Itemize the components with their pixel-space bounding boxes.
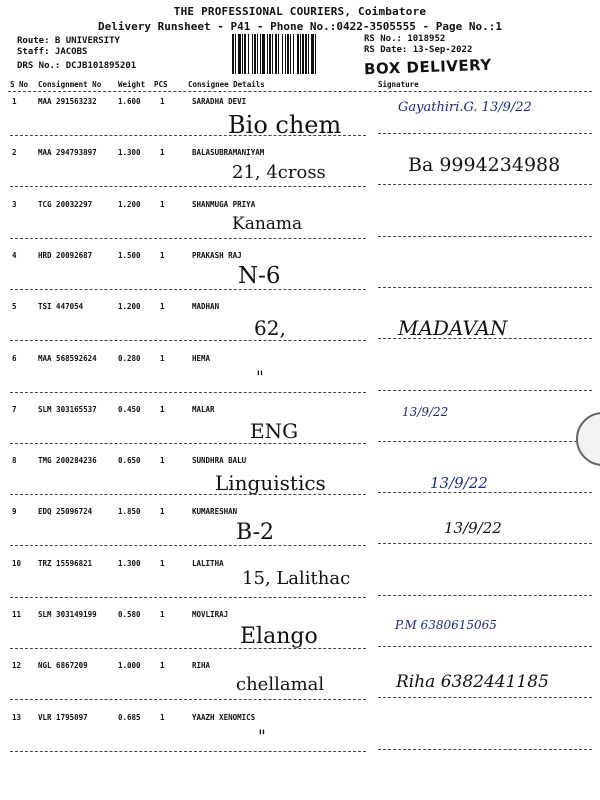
row-consignee-name: MALAR [192,405,215,414]
row-consignee-name: PRAKASH RAJ [192,251,242,260]
row-consignee-name: SHANMUGA PRIYA [192,200,256,209]
row-consignment-no: EDQ 25096724 [38,507,93,516]
barcode-bar [267,34,268,74]
row-weight: 1.300 [118,559,141,568]
row-weight: 1.000 [118,661,141,670]
row-consignment-no: TMG 200284236 [38,456,97,465]
row-pcs: 1 [160,661,165,670]
row-pcs: 1 [160,405,165,414]
row-consignment-no: MAA 568592624 [38,354,97,363]
row-handwritten-note: 62, [254,316,286,340]
barcode-image [232,34,360,74]
row-pcs: 1 [160,610,165,619]
row-signature: MADAVAN [398,316,508,340]
row-weight: 1.600 [118,97,141,106]
row-sno: 7 [12,405,17,414]
row-signature: Gayathiri.G. 13/9/22 [398,100,532,115]
row-weight: 1.200 [118,302,141,311]
row-sno: 9 [12,507,17,516]
row-sno: 11 [12,610,22,619]
row-consignee-name: MOVLIRAJ [192,610,229,619]
row-sno: 3 [12,200,17,209]
signature-line [378,287,592,288]
row-handwritten-note: 21, 4cross [232,162,326,183]
row-consignment-no: TCG 20032297 [38,200,93,209]
row-sno: 13 [12,713,22,722]
row-signature: 13/9/22 [402,405,449,419]
row-sno: 8 [12,456,17,465]
barcode-bar [300,34,301,74]
row-consignee-name: MADHAN [192,302,220,311]
row-consignee-name: KUMARESHAN [192,507,238,516]
barcode-bar [293,34,294,74]
row-signature: Riha 6382441185 [396,672,549,692]
row-pcs: 1 [160,200,165,209]
row-handwritten-note: ENG [250,419,299,443]
row-pcs: 1 [160,559,165,568]
row-sno: 2 [12,148,17,157]
signature-line [378,595,592,596]
barcode-bar [315,34,316,74]
signature-line [378,390,592,391]
rs-date: RS Date: 13-Sep-2022 [364,45,473,55]
row-handwritten-note: N-6 [238,263,281,289]
runsheet-title: THE PROFESSIONAL COURIERS, Coimbatore [173,5,427,18]
col-signature: Signature [378,80,419,89]
row-pcs: 1 [160,251,165,260]
staff-label: Staff: JACOBS [17,47,88,57]
row-consignee-name: SARADHA DEVI [192,97,247,106]
row-consignee-name: SUNDHRA BALU [192,456,247,465]
row-pcs: 1 [160,713,165,722]
row-sno: 6 [12,354,17,363]
runsheet-subtitle: Delivery Runsheet - P41 - Phone No.:0422-3505555 - Page No.:1 [98,20,502,33]
barcode-bar [311,34,314,74]
barcode-bar [269,34,271,74]
barcode-bar [248,34,249,74]
row-separator [10,494,366,495]
row-consignment-no: SLM 303149199 [38,610,97,619]
signature-line [378,697,592,698]
row-separator [10,238,366,239]
row-consignment-no: HRD 20092687 [38,251,93,260]
barcode-bar [254,34,256,74]
row-signature: 13/9/22 [444,519,502,537]
row-handwritten-note: " [256,368,264,388]
signature-line [378,543,592,544]
row-pcs: 1 [160,148,165,157]
barcode-bar [235,34,236,74]
row-sno: 4 [12,251,17,260]
row-consignment-no: TRZ 15596821 [38,559,93,568]
row-consignment-no: VLR 1795097 [38,713,88,722]
row-handwritten-note: Linguistics [215,471,326,495]
signature-line [378,492,592,493]
col-sno: S No [10,80,29,89]
row-handwritten-note: Elango [240,624,318,649]
row-consignee-name: LALITHA [192,559,224,568]
signature-line [378,338,592,339]
row-consignee-name: HEMA [192,354,211,363]
barcode-bar [305,34,307,74]
row-handwritten-note: B-2 [236,520,275,545]
barcode-bar [275,34,277,74]
row-consignment-no: SLM 303165537 [38,405,97,414]
row-consignment-no: MAA 291563232 [38,97,97,106]
barcode-bar [290,34,291,74]
col-details: Consignee Details [188,80,265,89]
barcode-bar [232,34,234,74]
col-weight: Weight [118,80,146,89]
row-signature: Ba 9994234988 [408,154,561,176]
row-separator [10,186,366,187]
row-separator [10,289,366,290]
row-separator [10,135,366,136]
barcode-bar [297,34,299,74]
signature-line [378,133,592,134]
header-separator [8,91,592,92]
row-separator [10,392,366,393]
row-separator [10,751,366,752]
signature-line [378,184,592,185]
row-separator [10,597,366,598]
barcode-bar [278,34,279,74]
barcode-bar [302,34,304,74]
row-handwritten-note: Kanama [232,214,303,234]
row-weight: 0.280 [118,354,141,363]
row-pcs: 1 [160,456,165,465]
row-weight: 1.300 [118,148,141,157]
row-pcs: 1 [160,354,165,363]
row-consignee-name: BALASUBRAMANIYAM [192,148,265,157]
row-sno: 5 [12,302,17,311]
barcode-bar [244,34,246,74]
row-signature: P.M 6380615065 [395,618,497,632]
row-consignment-no: TSI 447054 [38,302,84,311]
barcode-bar [282,34,283,74]
row-sno: 10 [12,559,22,568]
row-consignment-no: NGL 6867209 [38,661,88,670]
rs-number: RS No.: 1018952 [364,34,446,44]
row-signature: 13/9/22 [430,474,488,492]
row-consignee-name: RIHA [192,661,211,670]
row-handwritten-note: 15, Lalithac [242,568,351,589]
row-consignment-no: MAA 294793897 [38,148,97,157]
row-pcs: 1 [160,507,165,516]
row-weight: 1.200 [118,200,141,209]
barcode-bar [287,34,289,74]
barcode-bar [257,34,258,74]
row-separator [10,443,366,444]
barcode-bar [262,34,265,74]
route-label: Route: B UNIVERSITY [17,36,120,46]
row-separator [10,699,366,700]
row-weight: 1.850 [118,507,141,516]
row-weight: 1.500 [118,251,141,260]
box-delivery-stamp: BOX DELIVERY [363,55,493,79]
col-consignment: Consignment No [38,80,102,89]
barcode-bar [260,34,261,74]
signature-line [378,749,592,750]
signature-line [378,236,592,237]
row-separator [10,545,366,546]
row-weight: 0.650 [118,456,141,465]
row-pcs: 1 [160,302,165,311]
signature-line [378,441,592,442]
signature-line [378,646,592,647]
barcode-bar [252,34,253,74]
row-handwritten-note: Bio chem [228,111,342,139]
row-weight: 0.580 [118,610,141,619]
row-sno: 12 [12,661,22,670]
row-separator [10,340,366,341]
col-pcs: PCS [154,80,168,89]
rubber-stamp [576,412,600,466]
row-handwritten-note: chellamal [236,674,325,695]
barcode-bar [242,34,243,74]
barcode-bar [285,34,286,74]
row-separator [10,648,366,649]
row-handwritten-note: " [258,727,266,747]
row-pcs: 1 [160,97,165,106]
barcode-bar [238,34,241,74]
barcode-bar [308,34,309,74]
drs-number: DRS No.: DCJB101895201 [17,61,137,71]
row-sno: 1 [12,97,17,106]
barcode-bar [272,34,273,74]
row-consignee-name: YAAZH XENOMICS [192,713,256,722]
row-weight: 0.450 [118,405,141,414]
row-weight: 0.685 [118,713,141,722]
